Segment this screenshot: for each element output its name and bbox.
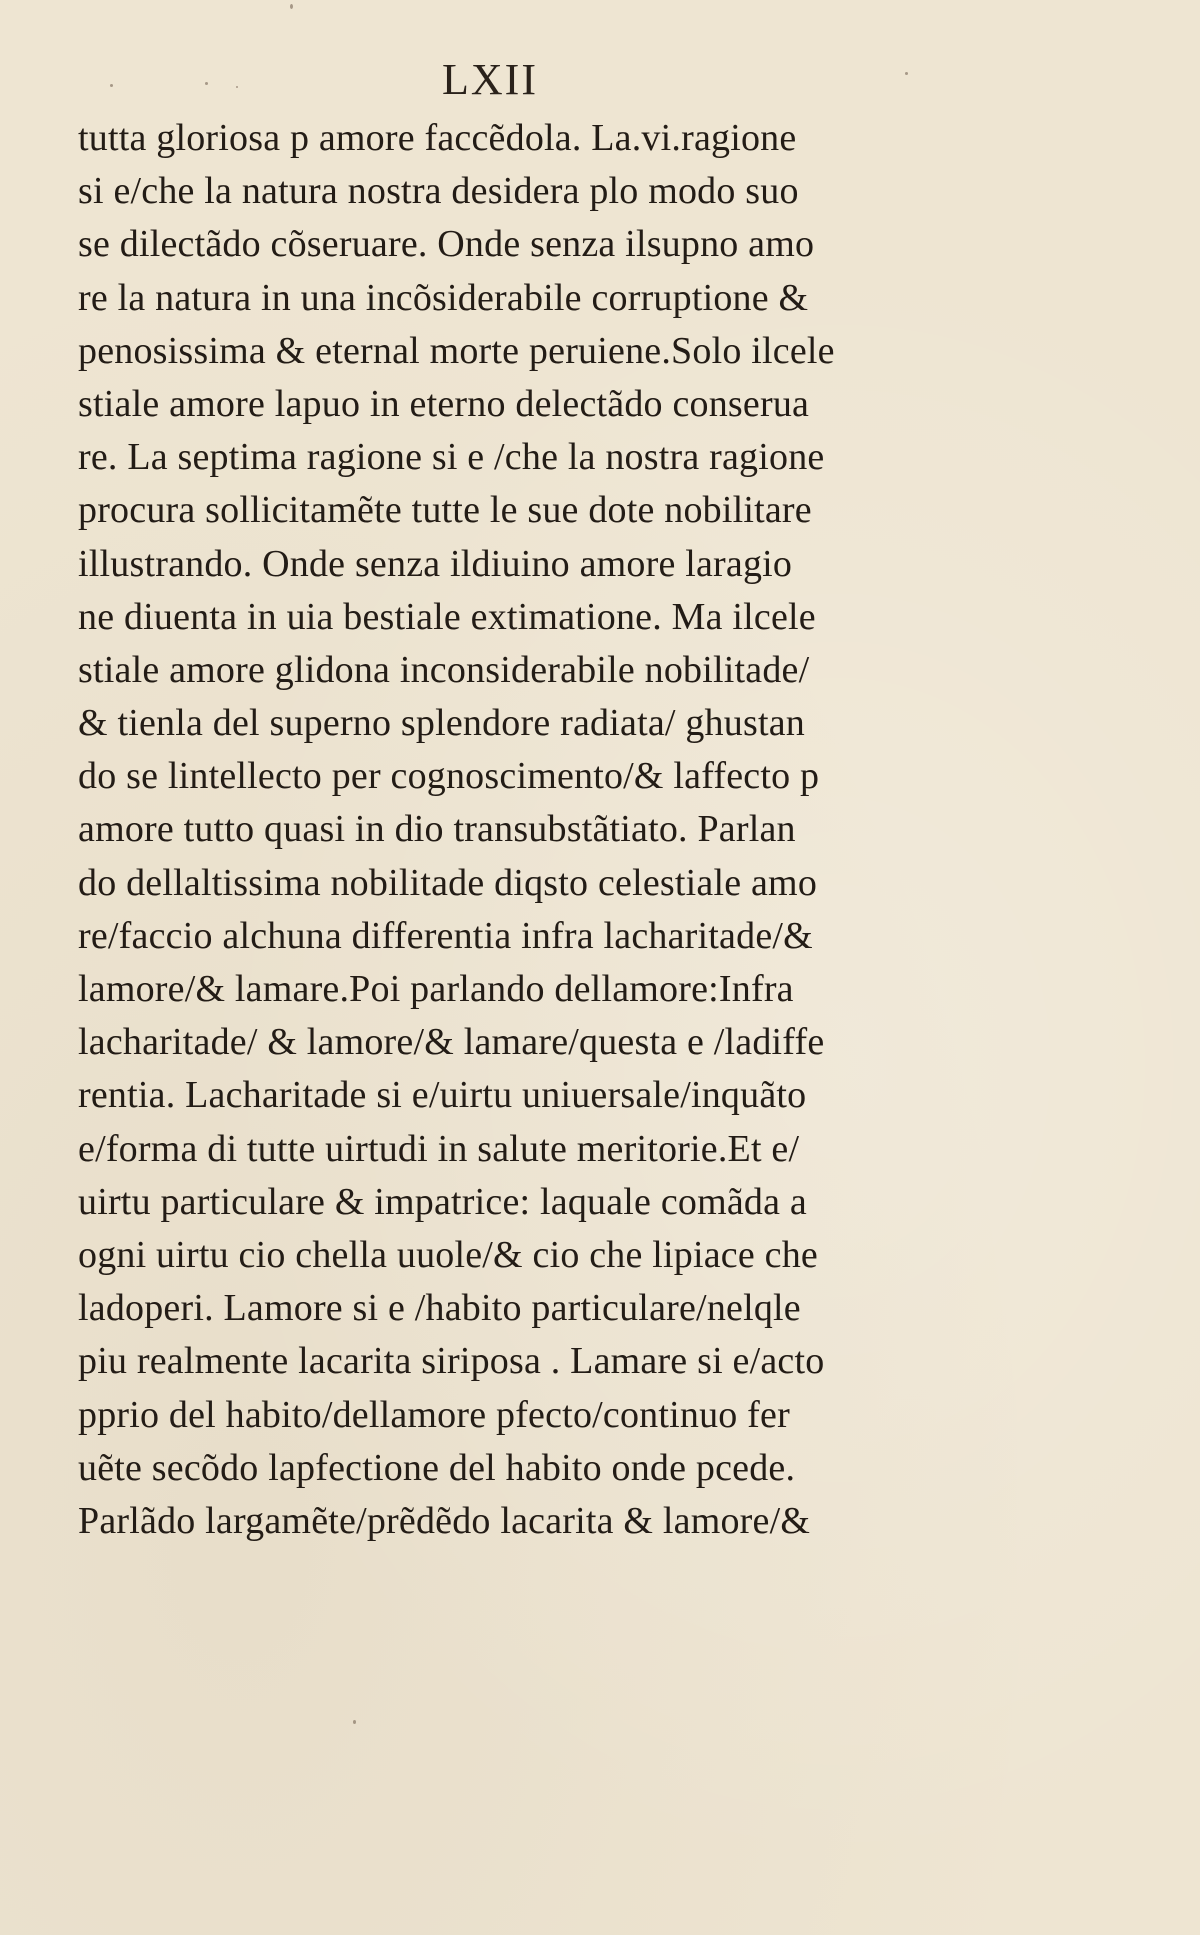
text-line: amore tutto quasi in dio transubstãtiato. Parlan [78, 808, 796, 851]
text-line: stiale amore glidona inconsiderabile nobilitade/ [78, 648, 810, 691]
text-line: tutta gloriosa p amore faccẽdola. La.vi.ragione [78, 117, 797, 159]
text-line: Parlãdo largamẽte/prẽdẽdo lacarita & lamore/& [78, 1499, 811, 1542]
folio-number: LXII [442, 55, 538, 104]
text-line: pprio del habito/dellamore pfecto/continuo fer [78, 1393, 790, 1436]
text-line: re la natura in una incõsiderabile corruptione & [78, 276, 809, 319]
text-line: si e/che la natura nostra desidera plo modo suo [78, 170, 799, 213]
ink-speck [290, 4, 293, 9]
text-line: re. La septima ragione si e /che la nostra ragione [78, 436, 825, 479]
text-line: ogni uirtu cio chella uuole/& cio che lipiace che [78, 1233, 818, 1276]
text-line: lacharitade/ & lamore/& lamare/questa e /ladiffe [78, 1021, 825, 1064]
text-line: e/forma di tutte uirtudi in salute meritorie.Et e/ [78, 1127, 800, 1170]
text-line: lamore/& lamare.Poi parlando dellamore:Infra [78, 968, 794, 1010]
text-line: ne diuenta in uia bestiale extimatione. Ma ilcele [78, 595, 816, 638]
text-line: piu realmente lacarita siriposa . Lamare si e/acto [78, 1340, 825, 1383]
text-line: illustrando. Onde senza ildiuino amore laragio [78, 542, 793, 585]
text-line: do se lintellecto per cognoscimento/& laffecto p [78, 755, 820, 798]
text-line: re/faccio alchuna differentia infra lacharitade/& [78, 914, 813, 957]
text-line: & tienla del superno splendore radiata/ ghustan [78, 702, 805, 745]
text-line: uẽte secõdo lapfectione del habito onde pcede. [78, 1446, 796, 1489]
body-text [78, 112, 948, 1548]
text-line: procura sollicitamẽte tutte le sue dote nobilitare [78, 489, 812, 532]
text-line: se dilectãdo cõseruare. Onde senza ilsupno amo [78, 223, 815, 266]
text-line: stiale amore lapuo in eterno delectãdo conserua [78, 382, 810, 425]
text-line: ladoperi. Lamore si e /habito particulare/nelqle [78, 1287, 801, 1330]
text-line: do dellaltissima nobilitade diqsto celestiale amo [78, 861, 818, 904]
text-line: rentia. Lacharitade si e/uirtu uniuersale/inquãto [78, 1074, 807, 1117]
text-line: uirtu particulare & impatrice: laquale comãda a [78, 1180, 807, 1223]
ink-speck [353, 1720, 356, 1724]
text-line: penosissima & eternal morte peruiene.Solo ilcele [78, 329, 835, 372]
